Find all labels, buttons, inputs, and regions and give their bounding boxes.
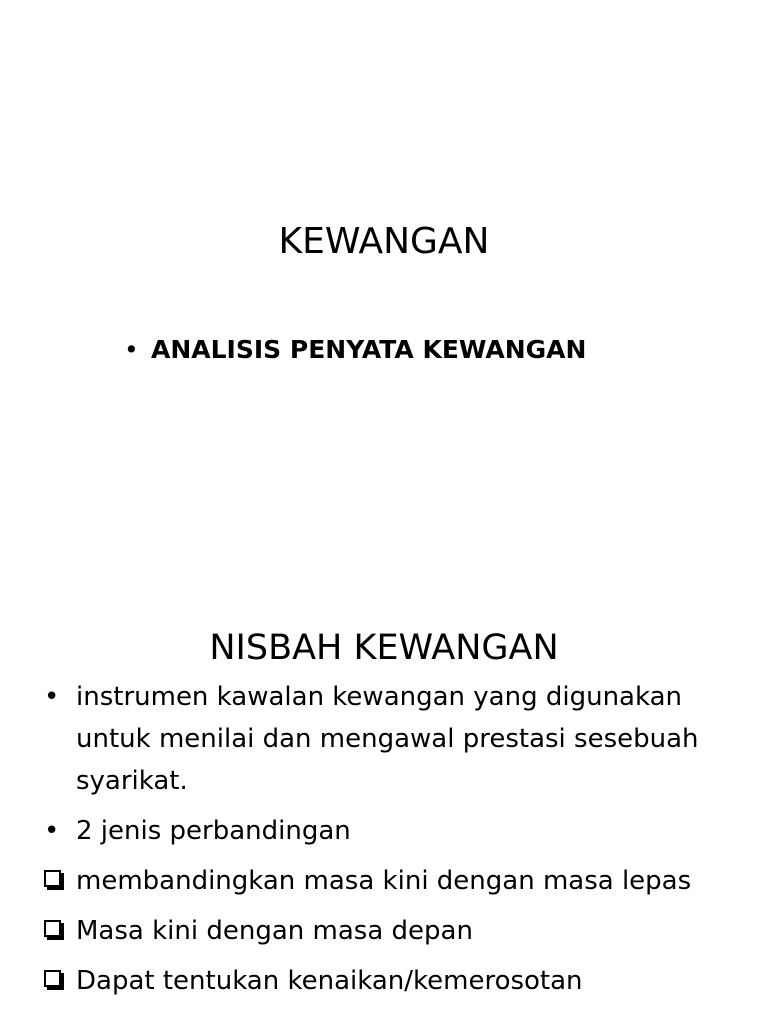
list-item [42,960,742,1002]
slide-title: NISBAH KEWANGAN [209,628,559,668]
subtitle-text: ANALISIS PENYATA KEWANGAN [151,335,587,364]
checkbox-icon [44,920,61,937]
bullet-icon: • [44,816,60,846]
list-item-text: Dapat tentukan kenaikan/kemerosotan [76,966,583,996]
bullet-icon: • [44,682,60,712]
slide-title: KEWANGAN [278,221,490,262]
list-item [42,860,742,902]
list-item-text: instrumen kawalan kewangan yang digunakan untuk menilai dan mengawal prestasi sesebuah syarikat. [76,682,699,796]
list-item [42,676,742,802]
list-item [42,810,742,852]
slide-content [42,676,742,1010]
slide-2 [0,576,768,1024]
list-item-text: Masa kini dengan masa depan [76,916,473,946]
checkbox-icon [44,970,61,987]
list-item [42,910,742,952]
list-item-text: membandingkan masa kini dengan masa lepas [76,866,692,896]
bullet-icon: • [124,335,139,364]
subtitle-bullet [124,330,586,370]
checkbox-icon [44,870,61,887]
list-item-text: 2 jenis perbandingan [76,816,351,846]
